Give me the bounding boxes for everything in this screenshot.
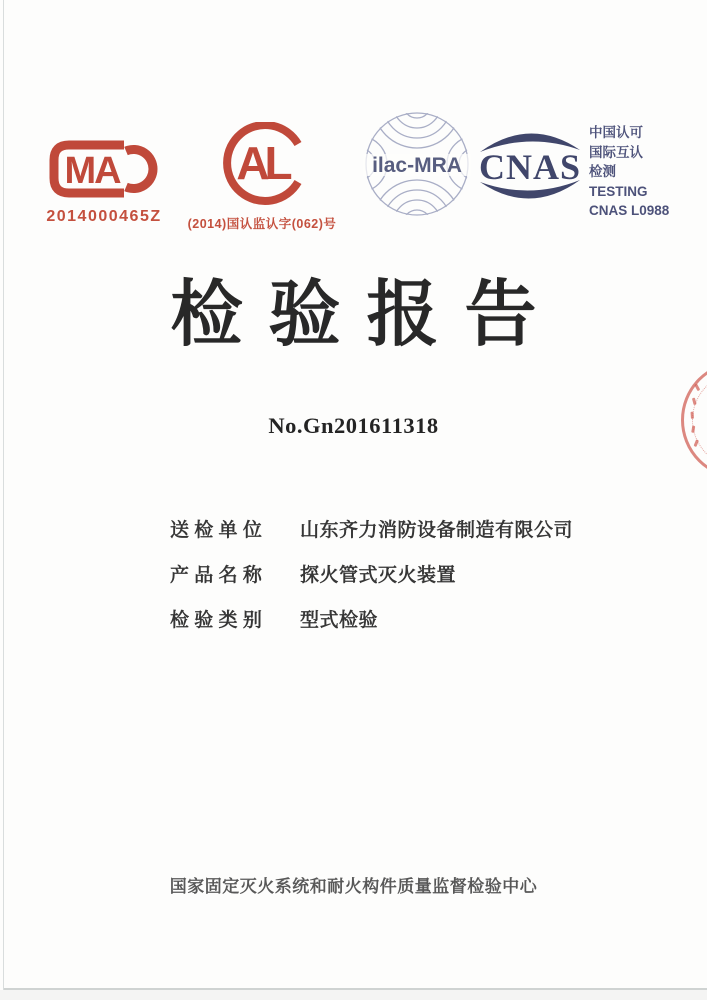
- cnas-line: TESTING: [589, 183, 648, 199]
- field-label: 送 检 单 位: [170, 520, 262, 541]
- cma-mark-block: [44, 138, 164, 226]
- inspection-center-name: 国家固定灭火系统和耐火构件质量监督检验中心: [169, 877, 538, 896]
- ilac-mra-block: [363, 110, 471, 218]
- svg-text:MA: MA: [64, 150, 120, 192]
- seal-text-mark: [691, 412, 694, 419]
- cnas-line: CNAS L0988: [589, 203, 670, 218]
- field-label: 检 验 类 别: [170, 610, 262, 631]
- cnas-line: 国际互认: [589, 144, 643, 160]
- field-value: 探火管式灭火装置: [300, 565, 457, 586]
- report-fields: [170, 506, 630, 641]
- field-label: 产 品 名 称: [170, 565, 262, 586]
- seal-text-mark: [695, 384, 700, 391]
- cnas-logo-block: [474, 126, 586, 206]
- svg-text:AL: AL: [236, 137, 288, 189]
- page-title: 检验报告: [170, 275, 563, 355]
- svg-text:CNAS: CNAS: [478, 147, 582, 187]
- cnas-line: 中国认可: [589, 125, 643, 140]
- svg-text:ilac-MRA: ilac-MRA: [372, 154, 462, 177]
- scan-edge-left: [3, 0, 4, 994]
- cnas-line: 检测: [589, 164, 616, 179]
- ilac-mra-icon: [363, 110, 471, 218]
- field-value: 型式检验: [300, 610, 379, 631]
- report-number: No.Gn201611318: [268, 413, 439, 438]
- cma-mark-icon: [48, 138, 160, 200]
- red-seal-stamp: [681, 361, 707, 479]
- cal-mark-icon: [214, 122, 310, 206]
- red-seal-inner-ring: [692, 372, 707, 468]
- cal-mark-block: [186, 122, 338, 232]
- cma-number: 2014000465Z: [46, 208, 162, 225]
- cal-number: (2014)国认监认字(062)号: [187, 217, 337, 231]
- scan-foot-area: [0, 990, 707, 1000]
- field-row-inspection-type: [170, 596, 630, 641]
- cnas-text-block: [589, 123, 669, 221]
- field-row-submitting-unit: [170, 506, 630, 551]
- field-value: 山东齐力消防设备制造有限公司: [300, 520, 574, 541]
- field-row-product-name: [170, 551, 630, 596]
- cnas-logo-icon: [474, 126, 586, 206]
